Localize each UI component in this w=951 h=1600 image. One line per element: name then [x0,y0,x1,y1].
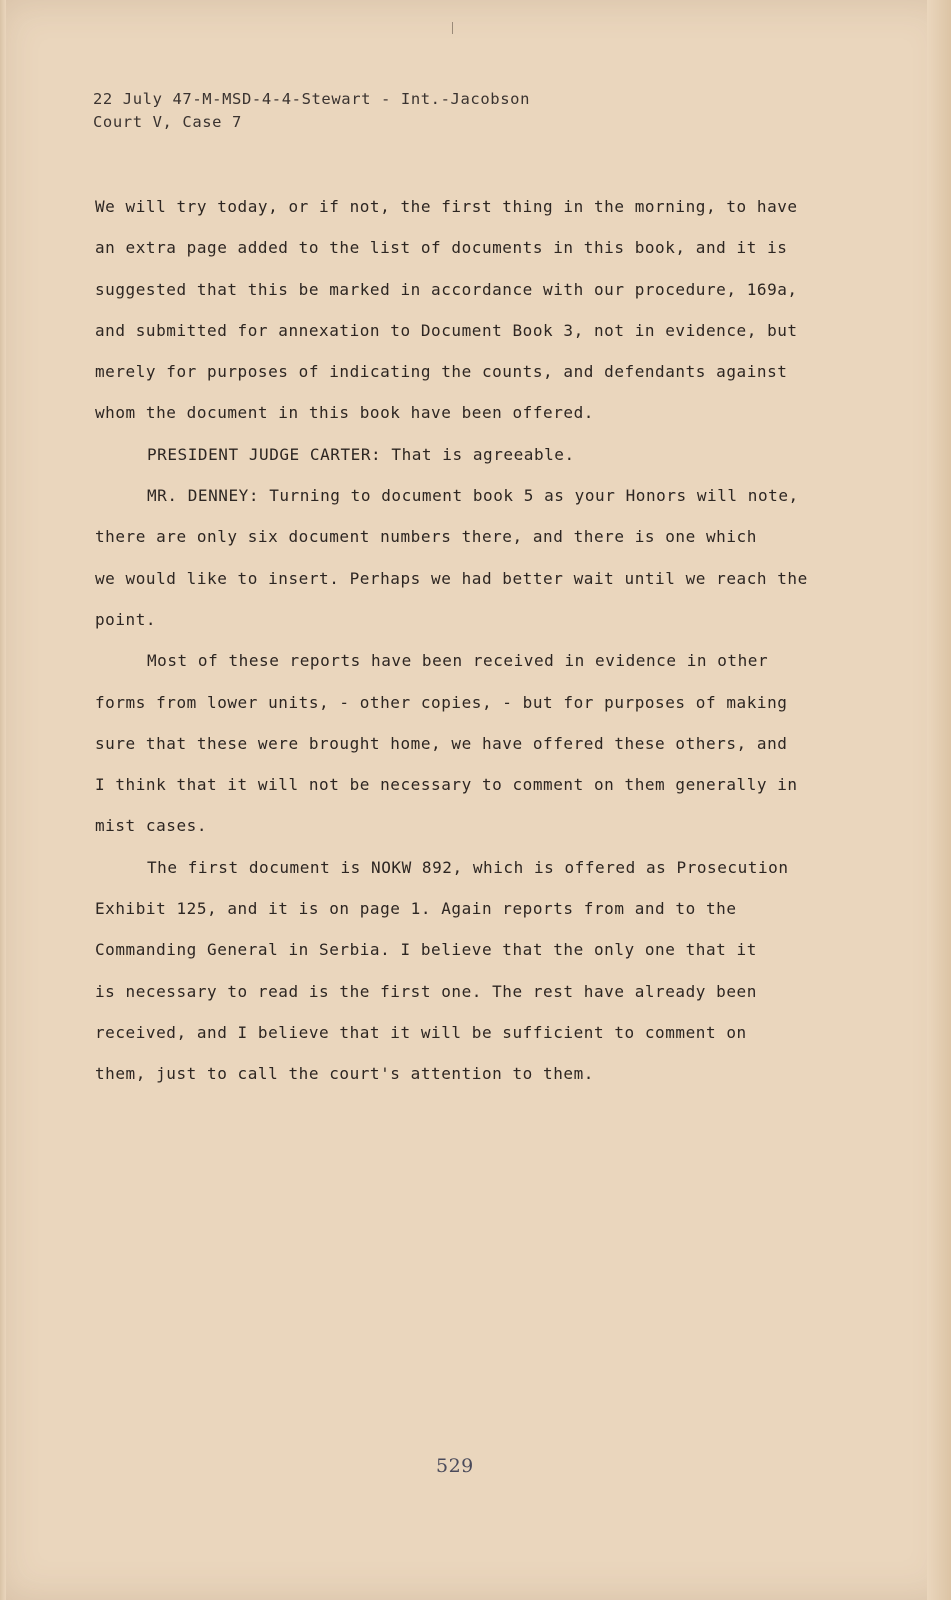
body-line: Exhibit 125, and it is on page 1. Again reports from and to the [95,899,737,919]
body-line: I think that it will not be necessary to comment on them generally in [95,775,798,795]
speaker-line: PRESIDENT JUDGE CARTER: That is agreeable. [147,444,575,464]
transcript-header [93,88,530,134]
body-line: point. [95,609,157,629]
body-line: received, and I believe that it will be sufficient to comment on [95,1022,747,1042]
top-tick-mark [452,22,453,34]
body-line: whom the document in this book have been offered. [95,403,594,423]
paragraph-start-line: The first document is NOKW 892, which is offered as Prosecution [147,857,789,877]
body-line: is necessary to read is the first one. The rest have already been [95,981,757,1001]
body-line: we would like to insert. Perhaps we had better wait until we reach the [95,568,808,588]
body-line: them, just to call the court's attention to them. [95,1064,594,1084]
transcript-body [95,186,835,1095]
body-line: Commanding General in Serbia. I believe that the only one that it [95,940,757,960]
speaker-line: MR. DENNEY: Turning to document book 5 as your Honors will note, [147,486,799,506]
header-session-line: 22 July 47-M-MSD-4-4-Stewart - Int.-Jacobson [93,90,530,108]
body-line: forms from lower units, - other copies, - but for purposes of making [95,692,788,712]
body-line: suggested that this be marked in accordance with our procedure, 169a, [95,279,798,299]
body-line: and submitted for annexation to Document Book 3, not in evidence, but [95,320,798,340]
page-left-edge [0,0,6,1600]
page-right-edge [927,0,951,1600]
body-line: sure that these were brought home, we have offered these others, and [95,733,788,753]
body-line: merely for purposes of indicating the counts, and defendants against [95,362,788,382]
body-line: there are only six document numbers there, and there is one which [95,527,757,547]
header-court-line: Court V, Case 7 [93,113,242,131]
page-number: 529 [436,1455,474,1477]
paragraph-start-line: Most of these reports have been received in evidence in other [147,651,769,671]
body-line: an extra page added to the list of documents in this book, and it is [95,238,788,258]
body-line: We will try today, or if not, the first thing in the morning, to have [95,197,798,216]
body-line: mist cases. [95,816,208,836]
